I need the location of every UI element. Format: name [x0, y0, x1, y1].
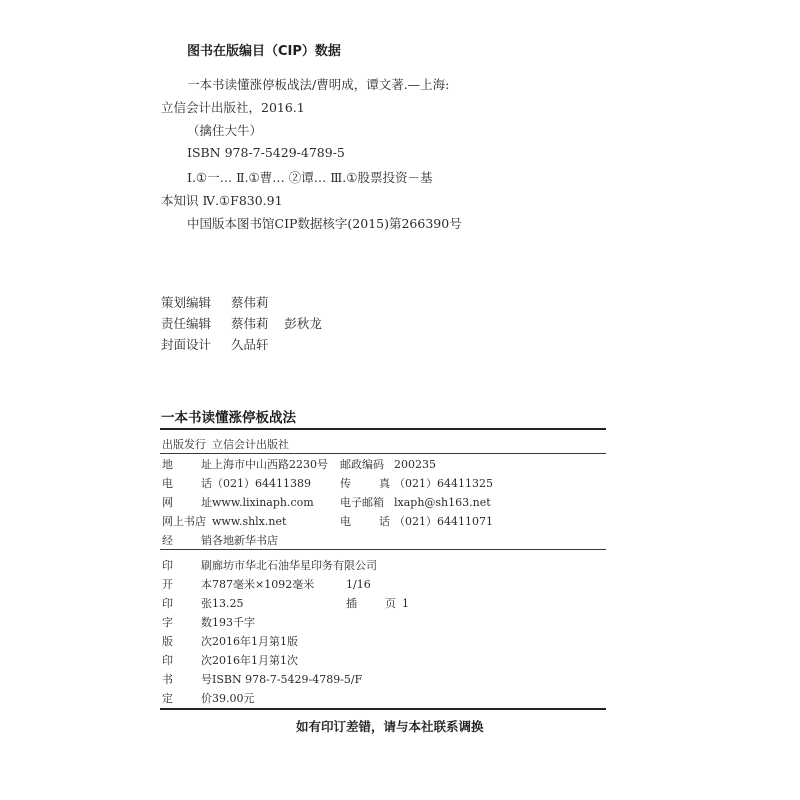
- field-value: 立信会计出版社: [212, 438, 289, 451]
- field-value: （021）64411325: [394, 477, 493, 490]
- field-label: 书 号: [162, 673, 212, 686]
- field-value: （021）64411071: [394, 515, 493, 528]
- publisher-row: [162, 436, 289, 452]
- field-label: 邮政编码: [340, 458, 384, 471]
- field-value: 各地新华书店: [212, 534, 278, 547]
- credit-value: 久品轩: [230, 337, 269, 352]
- cip-line: （擒住大牛）: [187, 123, 263, 138]
- field-value: 1: [402, 597, 409, 610]
- divider: [160, 549, 606, 550]
- field-label: 电 话: [162, 477, 212, 490]
- field-label: 印 张: [162, 597, 212, 610]
- field-label: 网 址: [162, 496, 212, 509]
- cip-line: 中国版本图书馆CIP数据核字(2015)第266390号: [187, 216, 462, 231]
- field-value: 廊坊市华北石油华星印务有限公司: [212, 559, 377, 572]
- cip-line: Ⅰ.①一… Ⅱ.①曹… ②谭… Ⅲ.①股票投资－基: [187, 170, 433, 185]
- credit-label: 责任编辑: [161, 316, 212, 331]
- cip-line: 立信会计出版社，2016.1: [161, 100, 305, 115]
- field-label: 定 价: [162, 692, 212, 705]
- credit-cover-design: [161, 335, 269, 353]
- field-label: 传 真: [340, 477, 390, 490]
- field-value: 13.25: [212, 597, 244, 610]
- field-value: ISBN 978-7-5429-4789-5/F: [212, 673, 363, 686]
- publisher-row: [162, 513, 493, 529]
- field-label: 版 次: [162, 635, 212, 648]
- field-label: 插 页: [346, 597, 396, 610]
- field-label: 电子邮箱: [340, 496, 384, 509]
- credit-label: 封面设计: [161, 337, 212, 352]
- field-value: 1/16: [346, 578, 371, 591]
- field-label: 开 本: [162, 578, 212, 591]
- credit-planning-editor: [161, 293, 269, 311]
- field-value: （021）64411389: [212, 477, 311, 490]
- book-title: 一本书读懂涨停板战法: [161, 410, 296, 426]
- printing-row: [162, 633, 298, 649]
- publisher-row: [162, 475, 493, 491]
- field-value: 787毫米×1092毫米: [212, 578, 315, 591]
- publisher-row: [162, 494, 491, 510]
- field-value: 193千字: [212, 616, 255, 629]
- field-label: 出版发行: [162, 438, 206, 451]
- printing-row: [162, 671, 362, 687]
- publisher-row: [162, 532, 278, 548]
- field-label: 地 址: [162, 458, 212, 471]
- field-label: 印 次: [162, 654, 212, 667]
- credit-responsible-editor: [161, 314, 322, 332]
- credit-value: 蔡伟莉 彭秋龙: [230, 316, 322, 331]
- printing-row: [162, 690, 255, 706]
- field-value: 2016年1月第1次: [212, 654, 298, 667]
- field-label: 网上书店: [162, 515, 206, 528]
- cip-line: 本知识 Ⅳ.①F830.91: [161, 193, 283, 208]
- field-value: 200235: [394, 458, 436, 471]
- printing-row: [162, 576, 371, 592]
- field-value: lxaph@sh163.net: [394, 496, 491, 509]
- field-value: 39.00元: [212, 692, 255, 705]
- divider: [160, 428, 606, 430]
- credit-label: 策划编辑: [161, 295, 212, 310]
- field-label: 印 刷: [162, 559, 212, 572]
- printing-row: [162, 614, 255, 630]
- field-label: 经 销: [162, 534, 212, 547]
- cip-line: 一本书读懂涨停板战法/曹明成，谭文著.—上海:: [187, 77, 450, 92]
- field-value: 上海市中山西路2230号: [212, 458, 328, 471]
- field-label: 电 话: [340, 515, 390, 528]
- errata-note: 如有印订差错，请与本社联系调换: [296, 719, 484, 734]
- field-value: 2016年1月第1版: [212, 635, 298, 648]
- divider: [160, 708, 606, 710]
- printing-row: [162, 557, 377, 573]
- field-value: www.lixinaph.com: [212, 496, 314, 509]
- cip-title: 图书在版编目（CIP）数据: [187, 44, 341, 59]
- divider: [160, 453, 606, 454]
- printing-row: [162, 595, 409, 611]
- credit-value: 蔡伟莉: [230, 295, 269, 310]
- cip-line: ISBN 978-7-5429-4789-5: [187, 145, 345, 160]
- printing-row: [162, 652, 298, 668]
- field-label: 字 数: [162, 616, 212, 629]
- field-value: www.shlx.net: [212, 515, 287, 528]
- publisher-row: [162, 456, 436, 472]
